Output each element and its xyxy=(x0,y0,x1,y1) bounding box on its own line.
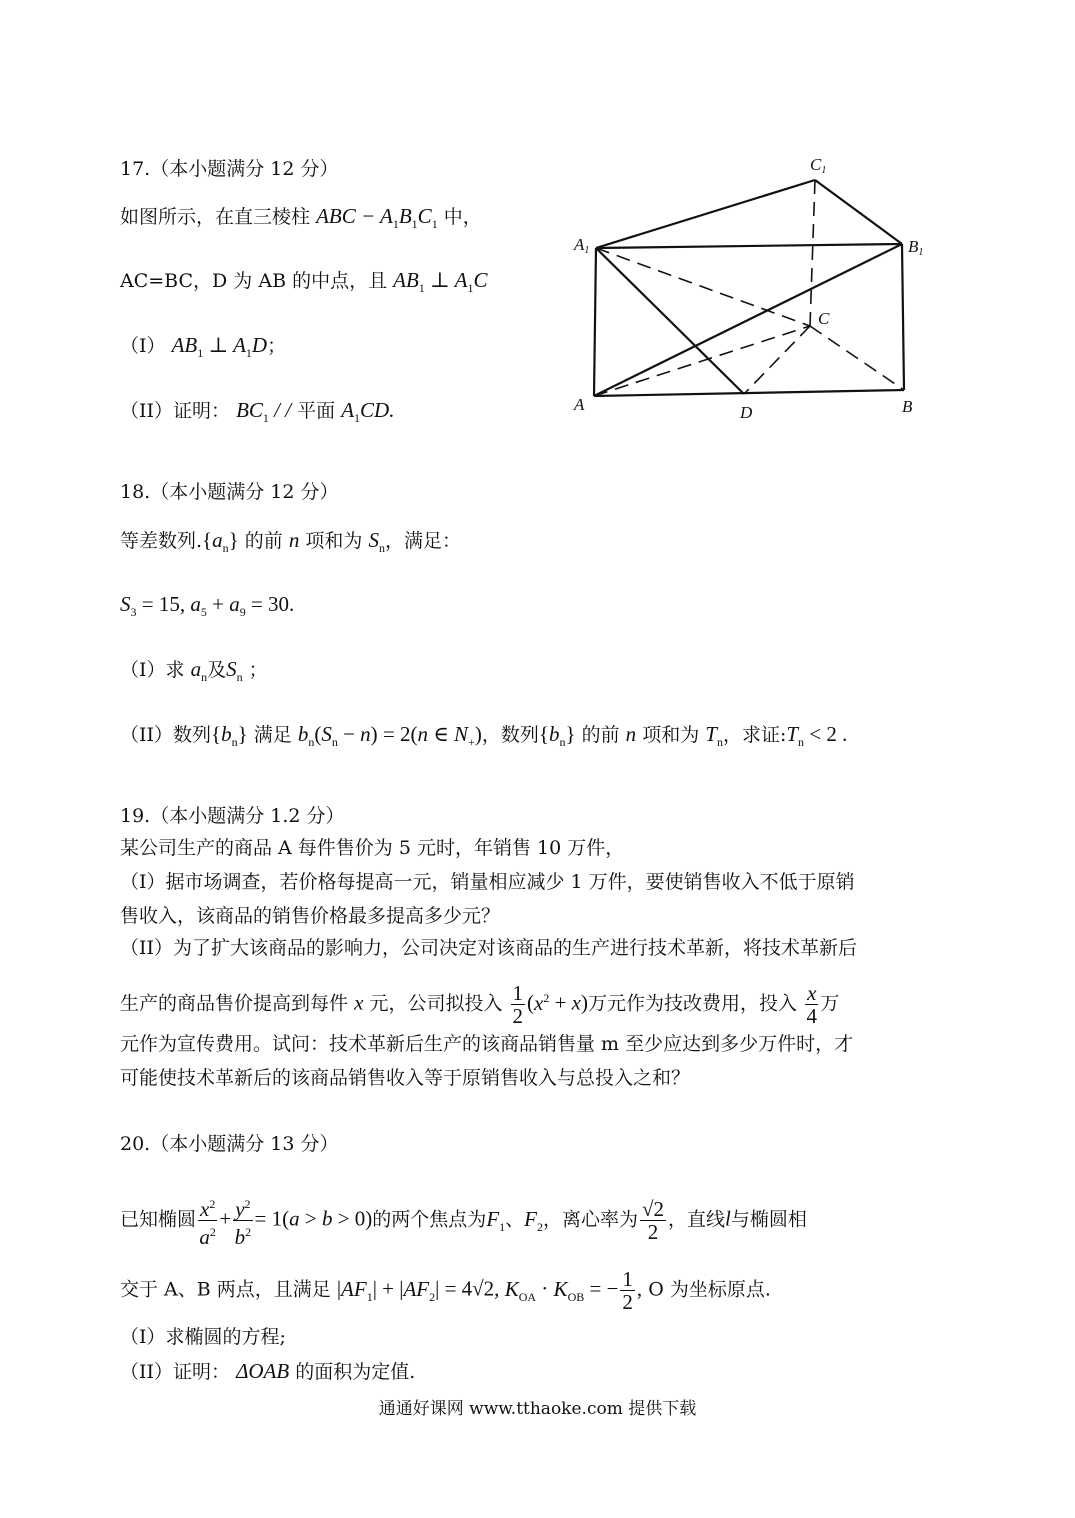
fraction-one-half: $\frac{1}{2}$ xyxy=(512,981,523,1028)
q18-line1: 等差数列$.\{a_n\}$ 的前 n 项和为 $S_n$，满足： xyxy=(120,528,461,556)
edge-a-b1 xyxy=(594,244,902,396)
q17-part2: （II）证明： $BC_1$ / / 平面 $A_1CD$. xyxy=(120,398,395,426)
q19-title: 19.（本小题满分 1.2 分） xyxy=(120,805,345,827)
fraction-y2-b2: $\frac{y^2}{b^2}$ xyxy=(233,1193,252,1248)
edge-a1-b1 xyxy=(596,244,902,248)
q18-part1: （I）求 $a_n$及$S_n$ ； xyxy=(120,657,268,685)
q19-line1: 某公司生产的商品 A 每件售价为 5 元时，年销售 10 万件， xyxy=(120,837,625,859)
q18-title: 18.（本小题满分 12 分） xyxy=(120,481,339,503)
dash-c-b xyxy=(810,326,904,390)
label-a: A xyxy=(574,395,585,414)
edge-a1-a xyxy=(594,248,596,396)
footer: 通通好课网 www.tthaoke.com 提供下载 xyxy=(378,1399,697,1419)
q20-part1: （I）求椭圆的方程; xyxy=(120,1326,286,1348)
label-c: C xyxy=(818,309,830,328)
q19-line3: 售收入，该商品的销售价格最多提高多少元？ xyxy=(120,905,501,927)
q19-part2: （II）为了扩大该商品的影响力，公司决定对该商品的生产进行技术革新，将技术革新后 xyxy=(120,937,858,959)
label-b1: B1 xyxy=(908,237,924,258)
label-d: D xyxy=(740,403,753,422)
prism-figure xyxy=(570,148,940,428)
edge-a1-c1 xyxy=(596,180,815,248)
q17-part1: （I） $AB_1$ ⊥ $A_1D$； xyxy=(120,333,287,361)
q20-line2: 交于 A、B 两点，且满足 $|AF_1| + |AF_2| = 4√2$, $K_{OA} \cdot K_{OB}$ = − $\frac{1}{2}$ , O 为坐标原点. xyxy=(120,1267,771,1314)
edge-b1-b xyxy=(902,244,904,390)
q19-line5: 生产的商品售价提高到每件 x 元，公司拟投入 $\frac{1}{2}$ $(x^2 + x)$万元作为技改费用，投入 $\frac{x}{4}$ 万 xyxy=(120,981,840,1028)
label-c1: C1 xyxy=(810,155,827,176)
dash-c1-c xyxy=(810,180,815,326)
q18-line2: $S_3 = 15$, $a_5 + a_9 = 30$. xyxy=(120,592,295,620)
edge-c1-b1 xyxy=(815,180,902,244)
q20-part2: （II）证明： ΔOAB 的面积为定值. xyxy=(120,1359,416,1383)
edge-a-b xyxy=(594,390,904,396)
q17-condition: AC=BC，D 为 AB 的中点，且 $AB_1$ ⊥ $A_1C$ xyxy=(120,268,488,296)
label-b: B xyxy=(902,397,913,416)
label-a1: A1 xyxy=(574,235,590,256)
q17-title: 17.（本小题满分 12 分） xyxy=(120,158,339,180)
q19-line6: 元作为宣传费用。试问：技术革新后生产的该商品销售量 m 至少应达到多少万件时，才 xyxy=(120,1033,854,1055)
fraction-x2-a2: $\frac{x^2}{a^2}$ xyxy=(198,1193,217,1248)
fraction-x-over-4: $\frac{x}{4}$ xyxy=(806,981,817,1028)
q20-title: 20.（本小题满分 13 分） xyxy=(120,1133,339,1155)
q20-line1: 已知椭圆 $\frac{x^2}{a^2}$ + $\frac{y^2}{b^2}$ = 1(a > b > 0)的两个焦点为$F_1$、$F_2$，离心率为 $\frac{√2}{2}$ ，直线l与椭圆相 xyxy=(120,1193,807,1248)
q18-part2: （II）数列$\{b_n\}$ 满足 $b_n(S_n - n) = 2(n$ ∈ $N_+$)，数列$\{b_n\}$ 的前 n 项和为 $T_n$，求证$:T_n < 2$ . xyxy=(120,722,848,750)
q19-line7: 可能使技术革新后的该商品销售收入等于原销售收入与总投入之和？ xyxy=(120,1067,691,1089)
dash-a-c xyxy=(594,326,810,396)
q19-part1: （I）据市场调查，若价格每提高一元，销量相应减少 1 万件，要使销售收入不低于原销 xyxy=(120,871,855,893)
fraction-sqrt2-over-2: $\frac{√2}{2}$ xyxy=(642,1197,665,1244)
dash-a1-c xyxy=(596,248,810,326)
dash-c-d xyxy=(744,326,810,394)
q17-intro: 如图所示，在直三棱柱 ABC − $A_1B_1C_1$ 中， xyxy=(120,204,482,232)
fraction-one-half-b: $\frac{1}{2}$ xyxy=(622,1267,633,1314)
